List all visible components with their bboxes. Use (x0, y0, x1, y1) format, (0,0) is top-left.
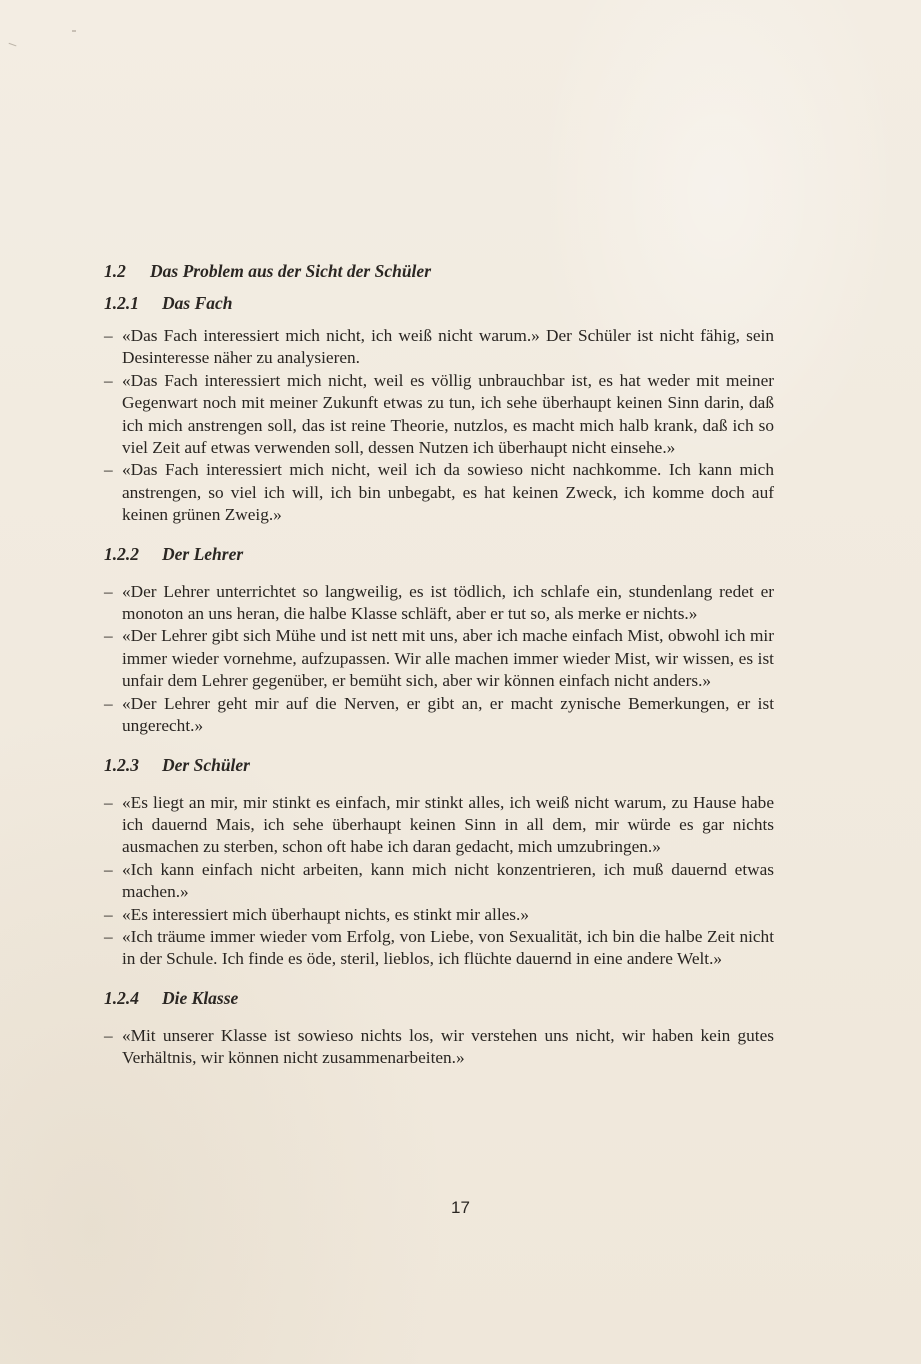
quote-list-fach (104, 325, 774, 527)
dash-bullet: – (104, 460, 113, 480)
dash-bullet: – (104, 859, 113, 879)
subsection-heading-schueler (104, 752, 774, 778)
list-item (104, 859, 774, 904)
list-item (104, 370, 774, 460)
quote-text: «Ich kann einfach nicht arbeiten, kann mich nicht konzentrieren, ich muß dauernd etwas machen.» (122, 859, 774, 902)
page-content (104, 258, 774, 1070)
section-number: 1.2 (104, 261, 126, 281)
section-heading (104, 258, 774, 284)
list-item (104, 693, 774, 738)
dash-bullet: – (104, 904, 113, 924)
quote-text: «Der Lehrer geht mir auf die Nerven, er gibt an, er macht zynische Bemerkungen, er ist ungerecht.» (122, 693, 774, 736)
quote-text: «Es liegt an mir, mir stinkt es einfach, mir stinkt alles, ich weiß nicht warum, zu Hause habe ich dauernd Mais, ich sehe überhaupt keinen Sinn in all dem, mir würde es gar nichts ausmachen zu sterben, schon oft habe ich daran gedacht, mich umzubringen.» (122, 792, 774, 857)
dash-bullet: – (104, 926, 113, 946)
paper-speck (8, 43, 17, 49)
dash-bullet: – (104, 626, 113, 646)
quote-text: «Ich träume immer wieder vom Erfolg, von Liebe, von Sexualität, ich bin die halbe Zeit nicht in der Schule. Ich finde es öde, steril, lieblos, ich flüchte dauernd in eine andere Welt.» (122, 926, 774, 969)
subsection-number: 1.2.3 (104, 754, 139, 775)
subsection-heading-fach (104, 290, 774, 316)
quote-text: «Es interessiert mich überhaupt nichts, es stinkt mir alles.» (122, 904, 529, 924)
subsection-title: Das Fach (162, 293, 233, 313)
quote-text: «Das Fach interessiert mich nicht, ich weiß nicht warum.» Der Schüler ist nicht fähig, sein Desinteresse näher zu analysieren. (122, 326, 774, 368)
dash-bullet: – (104, 693, 113, 713)
dash-bullet: – (104, 792, 113, 812)
section-title: Das Problem aus der Sicht der Schüler (150, 261, 431, 281)
paper-speck (72, 30, 76, 32)
list-item (104, 904, 774, 926)
quote-list-lehrer (104, 581, 774, 738)
subsection-number: 1.2.1 (104, 293, 139, 313)
dash-bullet: – (104, 326, 113, 345)
list-item (104, 792, 774, 859)
subsection-number: 1.2.2 (104, 543, 139, 564)
dash-bullet: – (104, 1025, 113, 1045)
dash-bullet: – (104, 370, 113, 390)
subsection-heading-lehrer (104, 541, 774, 567)
subsection-number: 1.2.4 (104, 987, 139, 1008)
page-number: 17 (451, 1198, 470, 1217)
quote-list-schueler (104, 792, 774, 971)
quote-text: «Der Lehrer unterrichtet so langweilig, es ist tödlich, ich schlafe ein, stundenlang redet er monoton an uns heran, die halbe Klasse schläft, aber er tut so, als merke er nichts.» (122, 581, 774, 624)
quote-text: «Der Lehrer gibt sich Mühe und ist nett mit uns, aber ich mache einfach Mist, obwohl ich mir immer wieder vornehme, aufzupassen. Wir alle machen immer wieder Mist, wir wissen, es ist unfair dem Lehrer gegenüber, er bemüht sich, aber wir können einfach nicht anders.» (122, 626, 774, 691)
list-item (104, 625, 774, 692)
subsection-title: Der Lehrer (162, 543, 244, 564)
list-item (104, 581, 774, 626)
quote-text: «Mit unserer Klasse ist sowieso nichts los, wir verstehen uns nicht, wir haben kein gutes Verhältnis, wir können nicht zusammenarbeiten.» (122, 1025, 774, 1068)
quote-list-klasse (104, 1025, 774, 1070)
subsection-heading-klasse (104, 985, 774, 1011)
dash-bullet: – (104, 581, 113, 601)
list-item (104, 459, 774, 526)
list-item (104, 926, 774, 971)
list-item (104, 1025, 774, 1070)
quote-text: «Das Fach interessiert mich nicht, weil ich da sowieso nicht nachkomme. Ich kann mich anstrengen, so viel ich will, ich bin unbegabt, es hat keinen Zweck, ich komme doch auf keinen grünen Zweig.» (122, 460, 774, 525)
list-item (104, 325, 774, 370)
subsection-title: Der Schüler (162, 754, 250, 775)
subsection-title: Die Klasse (162, 987, 239, 1008)
quote-text: «Das Fach interessiert mich nicht, weil es völlig unbrauchbar ist, es hat weder mit meiner Gegenwart noch mit meiner Zukunft etwas zu tun, ich sehe überhaupt keinen Sinn darin, daß ich mich anstrengen soll, das ist reine Theorie, nutzlos, es macht mich halb krank, daß ich so viel Zeit auf etwas verwenden soll, dessen Nutzen ich überhaupt nicht einsehe.» (122, 370, 774, 458)
